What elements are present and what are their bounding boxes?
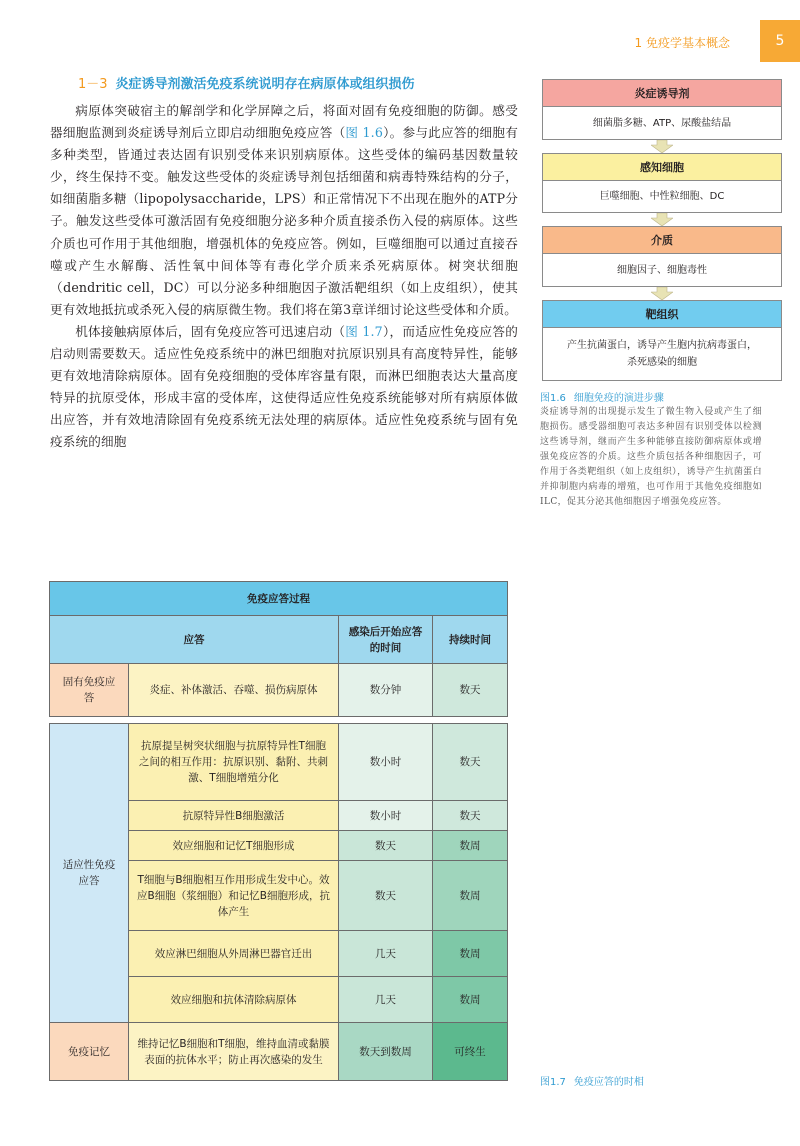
flow-step-head: 靶组织: [543, 301, 781, 328]
column-header-start-time: 感染后开始应答的时间: [338, 615, 433, 664]
figure-number: 图1.6: [540, 393, 566, 404]
figure-title: 免疫应答的时相: [573, 1077, 644, 1088]
section-title: [78, 73, 518, 92]
table-row: 抗原提呈树突状细胞与抗原特异性T细胞之间的相互作用：抗原识别、黏附、共刺激、T细胞增殖分化: [128, 723, 339, 801]
down-arrow-icon: [542, 287, 782, 300]
start-time-cell: 数天: [338, 830, 433, 861]
flow-step-body: 产生抗菌蛋白，诱导产生胞内抗病毒蛋白，杀死感染的细胞: [567, 340, 757, 368]
table-row: T细胞与B细胞相互作用形成生发中心。效应B细胞（浆细胞）和记忆B细胞形成，抗体产生: [128, 860, 339, 931]
flow-step-body: 巨噬细胞、中性粒细胞、DC: [599, 191, 725, 202]
paragraph-2: 机体接触病原体后，固有免疫应答可迅速启动（图 1.7），而适应性免疫应答的启动则需要数天。适应性免疫系统中的淋巴细胞对抗原识别具有高度特异性，能够更有效地清除病原体。固有免疫细胞的受体库容量有限，而淋巴细胞表达大量高度特异的抗原受体，形成丰富的受体库，这使得适应性免疫系统能够对所有病原体做出应答，并有效地清除固有免疫系统无法处理的病原体。适应性免疫系统与固有免疫系统的细胞: [50, 323, 518, 450]
table-row: 效应细胞和抗体清除病原体: [128, 976, 339, 1023]
duration-cell: 数周: [432, 976, 508, 1023]
flow-step-target: [542, 300, 782, 381]
table-row: 效应细胞和记忆T细胞形成: [128, 830, 339, 861]
figure-caption-1-6: [540, 389, 664, 404]
flow-diagram: [542, 79, 782, 381]
start-time-cell: 几天: [338, 930, 433, 977]
start-time-cell: 数天到数周: [338, 1022, 433, 1081]
flow-step-sensor: [542, 153, 782, 213]
flow-step-body: 细胞因子、细胞毒性: [617, 264, 707, 276]
figure-number: 图1.7: [540, 1077, 566, 1088]
start-time-cell: 几天: [338, 976, 433, 1023]
page-number: 5: [760, 20, 800, 62]
down-arrow-icon: [542, 140, 782, 153]
immune-response-table: [49, 581, 508, 1081]
body-text: [50, 100, 518, 454]
paragraph-1: 病原体突破宿主的解剖学和化学屏障之后，将面对固有免疫细胞的防御。感受器细胞监测到炎症诱导剂后立即启动细胞免疫应答（图 1.6）。参与此应答的细胞有多种类型，皆通过表达固有识别受体来识别病原体。这些受体的编码基因数量较少，终生保持不变。触发这些受体的炎症诱导剂包括细菌和病毒特殊结构的分子，如细菌脂多糖（lipopolysaccharide，LPS）和正常情况下不出现在胞外的ATP分子。触发这些受体可激活固有免疫细胞分泌多种介质直接杀伤入侵的病原体。这些介质也可作用于其他细胞，增强机体的免疫应答。例如，巨噬细胞可以通过直接吞噬或产生水解酶、活性氧中间体等有毒化学介质来杀死病原体。树突状细胞（dendritic cell，DC）可以分泌多种细胞因子激活靶组织（如上皮组织），使其更有效地抵抗或杀死入侵的病原微生物。我们将在第3章详细讨论这些受体和介质。: [50, 103, 518, 317]
section-title-text: 炎症诱导剂激活免疫系统说明存在病原体或组织损伤: [115, 77, 415, 92]
duration-cell: 数周: [432, 930, 508, 977]
figure-link-1-7[interactable]: 图 1.7: [345, 323, 383, 339]
flow-step-body: 细菌脂多糖、ATP、尿酸盐结晶: [592, 117, 732, 129]
start-time-cell: 数小时: [338, 800, 433, 831]
running-head: 1 免疫学基本概念: [634, 36, 730, 50]
start-time-cell: 数分钟: [338, 663, 433, 717]
adaptive-label: 适应性免疫应答: [49, 723, 129, 1023]
duration-cell: 数周: [432, 860, 508, 931]
flow-step-mediator: [542, 226, 782, 287]
flow-step-inducer: [542, 79, 782, 140]
table-title: 免疫应答过程: [49, 581, 508, 616]
flow-step-head: 炎症诱导剂: [543, 80, 781, 107]
flow-step-head: 介质: [543, 227, 781, 254]
duration-cell: 数天: [432, 663, 508, 717]
column-header-duration: 持续时间: [432, 615, 508, 664]
duration-cell: 数天: [432, 723, 508, 801]
start-time-cell: 数小时: [338, 723, 433, 801]
figure-link-1-6[interactable]: 图 1.6: [345, 125, 383, 141]
figure-caption-1-7: [540, 1073, 644, 1088]
table-row: 维持记忆B细胞和T细胞，维持血清或黏膜表面的抗体水平；防止再次感染的发生: [128, 1022, 339, 1081]
figure-title: 细胞免疫的演进步骤: [573, 393, 664, 404]
figure-description: 炎症诱导剂的出现提示发生了微生物入侵或产生了细胞损伤。感受器细胞可表达多种固有识别受体以检测这些诱导剂，继而产生多种能够直接防御病原体或增强免疫应答的介质。这些介质包括各种细胞因子，可作用于各类靶组织（如上皮组织），诱导产生抗菌蛋白并抑制胞内病毒的增殖，也可作用于其他免疫细胞如ILC，促其分泌其他细胞因子增强免疫应答。: [540, 407, 762, 507]
column-header-response: 应答: [49, 615, 339, 664]
table-row: 抗原特异性B细胞激活: [128, 800, 339, 831]
down-arrow-icon: [542, 213, 782, 226]
section-number: 1－3: [78, 77, 108, 92]
flow-step-head: 感知细胞: [543, 154, 781, 181]
start-time-cell: 数天: [338, 860, 433, 931]
table-row: 效应淋巴细胞从外周淋巴器官迁出: [128, 930, 339, 977]
innate-label: 固有免疫应答: [49, 663, 129, 717]
duration-cell: 可终生: [432, 1022, 508, 1081]
duration-cell: 数周: [432, 830, 508, 861]
memory-label: 免疫记忆: [49, 1022, 129, 1081]
duration-cell: 数天: [432, 800, 508, 831]
table-row: 炎症、补体激活、吞噬、损伤病原体: [128, 663, 339, 717]
